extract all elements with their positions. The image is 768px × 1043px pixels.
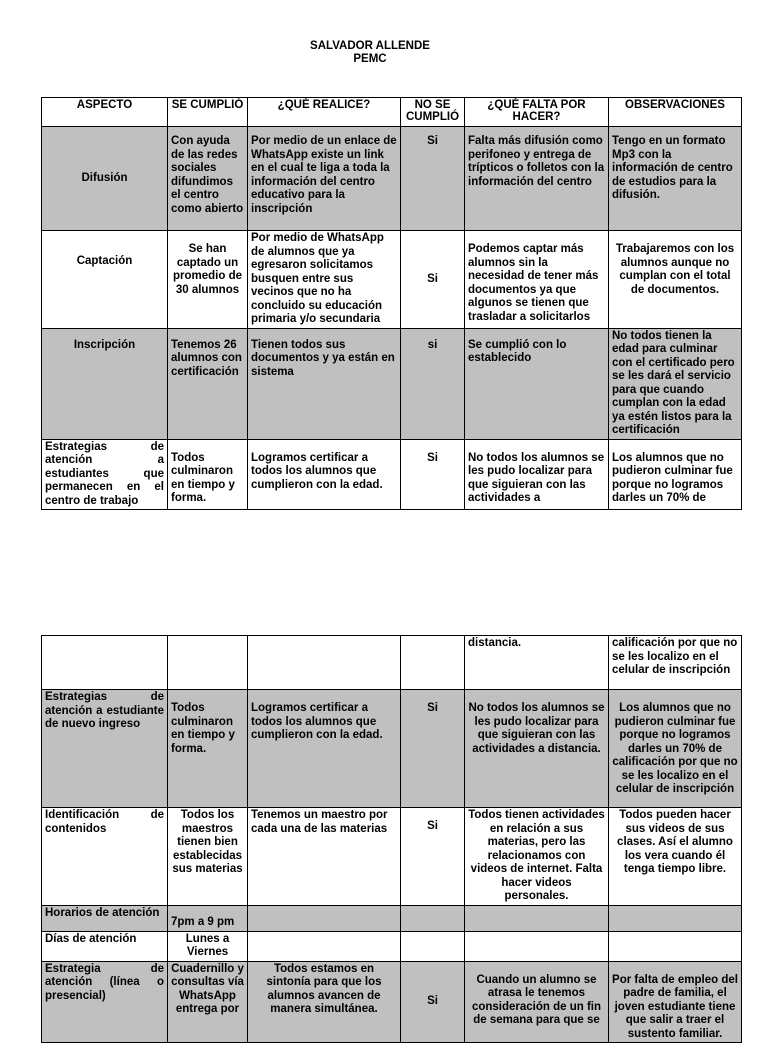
cell-no-se-cumplio (401, 636, 465, 690)
cell-se-cumplio: Todos culminaron en tiempo y forma. (168, 439, 248, 510)
table-row (42, 905, 742, 931)
cell-aspecto (42, 636, 168, 690)
col-header-no-se-cumplio: NO SE CUMPLIÓ (401, 98, 465, 127)
cell-que-realice (248, 636, 401, 690)
col-header-que-falta: ¿QUÉ FALTA POR HACER? (465, 98, 609, 127)
cell-no-se-cumplio: Si (401, 231, 465, 329)
cell-observaciones: Los alumnos que no pudieron culminar fue porque no logramos darles un 70% de (609, 439, 742, 510)
cell-observaciones (609, 931, 742, 961)
cell-que-realice: Por medio de WhatsApp de alumnos que ya egresaron solicitamos busquen entre sus vecinos que no ha concluido su educación primaria y/o secundaria (248, 231, 401, 329)
cell-aspecto: Estrategias de atención a estudiante de nuevo ingreso (42, 690, 168, 808)
cell-observaciones: Trabajaremos con los alumnos aunque no cumplan con el total de documentos. (609, 231, 742, 329)
table-row (42, 231, 742, 329)
cell-se-cumplio: Tenemos 26 alumnos con certificación (168, 328, 248, 439)
cell-que-falta: Falta más difusión como perifoneo y entrega de trípticos o folletos con la información del centro (465, 127, 609, 231)
cell-no-se-cumplio: Si (401, 127, 465, 231)
cell-aspecto: Días de atención (42, 931, 168, 961)
table-row (42, 127, 742, 231)
cell-observaciones: Todos pueden hacer sus videos de sus clases. Así el alumno los vera cuando él tenga tiempo libre. (609, 808, 742, 906)
cell-que-falta: No todos los alumnos se les pudo localizar para que siguieran con las actividades a distancia. (465, 690, 609, 808)
cell-no-se-cumplio: Si (401, 961, 465, 1043)
cell-no-se-cumplio (401, 905, 465, 931)
program-name: PEMC (353, 53, 387, 65)
cell-aspecto: Identificación de contenidos (42, 808, 168, 906)
cell-se-cumplio (168, 636, 248, 690)
cell-que-falta: Todos tienen actividades en relación a sus materias, pero las relacionamos con videos de internet. Falta hacer videos personales. (465, 808, 609, 906)
cell-que-realice: Por medio de un enlace de WhatsApp existe un link en el cual te liga a toda la información del centro educativo para la inscripción (248, 127, 401, 231)
table-row (42, 439, 742, 510)
cell-aspecto: Horarios de atención (42, 905, 168, 931)
table-row (42, 931, 742, 961)
cell-no-se-cumplio: Si (401, 439, 465, 510)
cell-observaciones: Por falta de empleo del padre de familia, el joven estudiante tiene que salir a traer el sustento familiar. (609, 961, 742, 1043)
cell-que-realice: Tienen todos sus documentos y ya están en sistema (248, 328, 401, 439)
cell-aspecto: Inscripción (42, 328, 168, 439)
cell-que-falta: distancia. (465, 636, 609, 690)
cell-se-cumplio: Con ayuda de las redes sociales difundimos el centro como abierto (168, 127, 248, 231)
cell-se-cumplio: Se han captado un promedio de 30 alumnos (168, 231, 248, 329)
school-name: SALVADOR ALLENDE (310, 40, 430, 52)
cell-que-realice (248, 905, 401, 931)
cell-que-falta: Podemos captar más alumnos sin la necesidad de tener más documentos ya que algunos se tienen que trasladar a solicitarlos (465, 231, 609, 329)
table-header-row (42, 98, 742, 127)
cell-observaciones: calificación por que no se les localizo en el celular de inscripción (609, 636, 742, 690)
cell-que-realice: Todos estamos en sintonía para que los alumnos avancen de manera simultánea. (248, 961, 401, 1043)
cell-se-cumplio: Todos culminaron en tiempo y forma. (168, 690, 248, 808)
table-row (42, 328, 742, 439)
cell-que-falta: No todos los alumnos se les pudo localizar para que siguieran con las actividades a (465, 439, 609, 510)
col-header-observaciones: OBSERVACIONES (609, 98, 742, 127)
cell-no-se-cumplio (401, 931, 465, 961)
cell-se-cumplio: Todos los maestros tienen bien establecidas sus materias (168, 808, 248, 906)
cell-que-falta: Cuando un alumno se atrasa le tenemos consideración de un fin de semana para que se (465, 961, 609, 1043)
cell-que-falta (465, 905, 609, 931)
table-row (42, 690, 742, 808)
table-row (42, 808, 742, 906)
cell-observaciones (609, 905, 742, 931)
pemc-table-page-2 (41, 635, 742, 1043)
cell-no-se-cumplio: Si (401, 690, 465, 808)
cell-aspecto: Estrategias de atención a estudiantes que permanecen en el centro de trabajo (42, 439, 168, 510)
cell-que-realice (248, 931, 401, 961)
col-header-que-realice: ¿QUÉ REALICE? (248, 98, 401, 127)
cell-aspecto: Captación (42, 231, 168, 329)
cell-no-se-cumplio: si (401, 328, 465, 439)
cell-observaciones: Tengo en un formato Mp3 con la información de centro de estudios para la difusión. (609, 127, 742, 231)
cell-se-cumplio: 7pm a 9 pm (168, 905, 248, 931)
cell-que-realice: Tenemos un maestro por cada una de las materias (248, 808, 401, 906)
pemc-table-page-1 (41, 97, 742, 510)
cell-observaciones: No todos tienen la edad para culminar con el certificado pero se les dará el servicio para que cuando cumplan con la edad ya estén listos para la certificación (609, 328, 742, 439)
cell-se-cumplio: Lunes a Viernes (168, 931, 248, 961)
cell-que-falta: Se cumplió con lo establecido (465, 328, 609, 439)
cell-aspecto: Difusión (42, 127, 168, 231)
cell-que-falta (465, 931, 609, 961)
cell-aspecto: Estrategia de atención (línea o presencial) (42, 961, 168, 1043)
document-title (0, 40, 740, 66)
cell-se-cumplio: Cuadernillo y consultas vía WhatsApp entrega por (168, 961, 248, 1043)
cell-no-se-cumplio: Si (401, 808, 465, 906)
cell-que-realice: Logramos certificar a todos los alumnos que cumplieron con la edad. (248, 439, 401, 510)
col-header-se-cumplio: SE CUMPLIÓ (168, 98, 248, 127)
table-row (42, 961, 742, 1043)
cell-que-realice: Logramos certificar a todos los alumnos que cumplieron con la edad. (248, 690, 401, 808)
table-row (42, 636, 742, 690)
cell-observaciones: Los alumnos que no pudieron culminar fue porque no logramos darles un 70% de calificación por que no se les localizo en el celular de inscripción (609, 690, 742, 808)
col-header-aspecto: ASPECTO (42, 98, 168, 127)
